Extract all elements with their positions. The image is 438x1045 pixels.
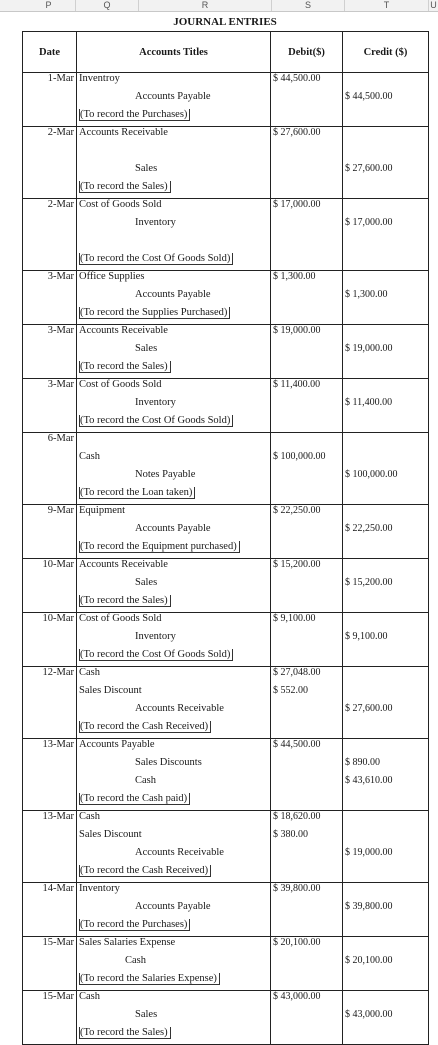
credit-cell[interactable]: $ 20,100.00 <box>343 955 429 973</box>
journal-line <box>23 271 429 289</box>
entry-date-cell[interactable]: 2-Mar <box>23 199 77 217</box>
journal-line <box>23 775 429 793</box>
entry-date-cell[interactable]: 15-Mar <box>23 937 77 955</box>
credit-cell[interactable] <box>343 883 429 901</box>
entry-date-cell[interactable]: 2-Mar <box>23 127 77 145</box>
entry-memo-text: (To record the Supplies Purchased) <box>79 307 230 319</box>
entry-memo-text: (To record the Equipment purchased) <box>79 541 240 553</box>
journal-line <box>23 127 429 145</box>
credit-cell[interactable] <box>343 973 429 991</box>
debit-cell[interactable]: $ 18,620.00 <box>271 811 343 829</box>
credit-cell[interactable]: $ 15,200.00 <box>343 577 429 595</box>
credit-cell[interactable] <box>343 721 429 739</box>
journal-title[interactable]: JOURNAL ENTRIES <box>173 16 277 28</box>
entry-date-cell[interactable] <box>23 1027 77 1045</box>
credit-cell[interactable] <box>343 649 429 667</box>
debit-cell[interactable] <box>271 973 343 991</box>
entry-date-cell[interactable]: 14-Mar <box>23 883 77 901</box>
account-title-cell[interactable]: Cost of Goods Sold <box>77 379 271 397</box>
credit-cell[interactable]: $ 1,300.00 <box>343 289 429 307</box>
journal-line <box>23 973 429 991</box>
entry-date-cell[interactable]: 12-Mar <box>23 667 77 685</box>
entry-date-cell[interactable] <box>23 703 77 721</box>
journal-line <box>23 415 429 433</box>
account-title-cell[interactable]: Accounts Receivable <box>77 847 271 865</box>
debit-cell[interactable] <box>271 361 343 379</box>
debit-cell[interactable] <box>271 415 343 433</box>
debit-cell[interactable]: $ 100,000.00 <box>271 451 343 469</box>
entry-memo-cell[interactable] <box>77 595 271 613</box>
credit-cell[interactable] <box>343 415 429 433</box>
debit-cell[interactable] <box>271 109 343 127</box>
entry-date-cell[interactable]: 15-Mar <box>23 991 77 1009</box>
account-title-cell[interactable]: Cash <box>77 667 271 685</box>
journal-line <box>23 955 429 973</box>
entry-date-cell[interactable] <box>23 109 77 127</box>
account-title-cell[interactable]: Sales <box>77 163 271 181</box>
journal-line <box>23 343 429 361</box>
journal-line <box>23 721 429 739</box>
journal-line <box>23 199 429 217</box>
account-title-cell[interactable]: Inventory <box>77 883 271 901</box>
entry-memo-cell[interactable] <box>77 1027 271 1045</box>
debit-cell[interactable]: $ 27,048.00 <box>271 667 343 685</box>
entry-date-cell[interactable] <box>23 721 77 739</box>
credit-cell[interactable] <box>343 487 429 505</box>
account-title-cell[interactable]: Inventory <box>77 397 271 415</box>
entry-memo-cell[interactable] <box>77 919 271 937</box>
credit-cell[interactable] <box>343 685 429 703</box>
debit-cell[interactable] <box>271 181 343 199</box>
journal-line <box>23 919 429 937</box>
journal-line <box>23 883 429 901</box>
account-title-cell[interactable]: Accounts Payable <box>77 91 271 109</box>
credit-cell[interactable] <box>343 127 429 145</box>
entry-date-cell[interactable] <box>23 901 77 919</box>
entry-date-cell[interactable]: 13-Mar <box>23 811 77 829</box>
entry-memo-cell[interactable] <box>77 109 271 127</box>
journal-line <box>23 361 429 379</box>
entry-date-cell[interactable] <box>23 631 77 649</box>
account-title-cell[interactable]: Sales <box>77 343 271 361</box>
journal-line <box>23 613 429 631</box>
entry-date-cell[interactable] <box>23 829 77 847</box>
debit-cell[interactable]: $ 1,300.00 <box>271 271 343 289</box>
journal-line <box>23 379 429 397</box>
entry-date-cell[interactable] <box>23 955 77 973</box>
entry-memo-cell[interactable] <box>77 721 271 739</box>
debit-cell[interactable] <box>271 307 343 325</box>
credit-cell[interactable] <box>343 325 429 343</box>
entry-date-cell[interactable] <box>23 289 77 307</box>
credit-cell[interactable] <box>343 73 429 91</box>
debit-cell[interactable] <box>271 145 343 163</box>
account-title-cell[interactable]: Accounts Payable <box>77 289 271 307</box>
entry-date-cell[interactable]: 6-Mar <box>23 433 77 451</box>
debit-cell[interactable] <box>271 649 343 667</box>
entry-date-cell[interactable] <box>23 919 77 937</box>
journal-line <box>23 577 429 595</box>
journal-line <box>23 235 429 253</box>
entry-memo-cell[interactable] <box>77 973 271 991</box>
credit-cell[interactable] <box>343 667 429 685</box>
entry-date-cell[interactable] <box>23 253 77 271</box>
entry-memo-text: (To record the Cash paid) <box>79 793 190 805</box>
account-title-cell[interactable]: Cash <box>77 991 271 1009</box>
debit-cell[interactable] <box>271 955 343 973</box>
debit-cell[interactable]: $ 20,100.00 <box>271 937 343 955</box>
debit-cell[interactable] <box>271 847 343 865</box>
credit-cell[interactable] <box>343 937 429 955</box>
account-title-cell[interactable]: Inventroy <box>77 73 271 91</box>
credit-cell[interactable]: $ 100,000.00 <box>343 469 429 487</box>
debit-cell[interactable] <box>271 541 343 559</box>
debit-cell[interactable]: $ 19,000.00 <box>271 325 343 343</box>
credit-cell[interactable] <box>343 559 429 577</box>
debit-cell[interactable]: $ 44,500.00 <box>271 739 343 757</box>
debit-cell[interactable]: $ 552.00 <box>271 685 343 703</box>
journal-line <box>23 307 429 325</box>
entry-memo-text: (To record the Purchases) <box>79 919 190 931</box>
credit-cell[interactable]: $ 44,500.00 <box>343 91 429 109</box>
account-title-cell[interactable]: Accounts Receivable <box>77 703 271 721</box>
entry-date-cell[interactable]: 10-Mar <box>23 559 77 577</box>
entry-date-cell[interactable] <box>23 91 77 109</box>
credit-cell[interactable] <box>343 595 429 613</box>
debit-cell[interactable]: $ 43,000.00 <box>271 991 343 1009</box>
entry-date-cell[interactable] <box>23 523 77 541</box>
entry-memo-cell[interactable] <box>77 361 271 379</box>
account-title-cell[interactable]: Sales <box>77 577 271 595</box>
account-title-cell[interactable]: Sales Discounts <box>77 757 271 775</box>
debit-cell[interactable] <box>271 163 343 181</box>
entry-date-cell[interactable] <box>23 451 77 469</box>
entry-date-cell[interactable] <box>23 343 77 361</box>
entry-date-cell[interactable] <box>23 685 77 703</box>
journal-line <box>23 325 429 343</box>
entry-memo-text: (To record the Sales) <box>79 361 171 373</box>
credit-cell[interactable] <box>343 433 429 451</box>
debit-cell[interactable] <box>271 469 343 487</box>
account-title-cell[interactable]: Cash <box>77 775 271 793</box>
journal-line <box>23 469 429 487</box>
debit-cell[interactable] <box>271 523 343 541</box>
debit-cell[interactable] <box>271 343 343 361</box>
journal-line <box>23 739 429 757</box>
entry-date-cell[interactable] <box>23 415 77 433</box>
debit-cell[interactable] <box>271 631 343 649</box>
journal-line <box>23 559 429 577</box>
credit-cell[interactable]: $ 22,250.00 <box>343 523 429 541</box>
debit-cell[interactable] <box>271 901 343 919</box>
account-title-cell[interactable]: Cash <box>77 451 271 469</box>
credit-cell[interactable] <box>343 361 429 379</box>
credit-cell[interactable] <box>343 811 429 829</box>
debit-cell[interactable] <box>271 775 343 793</box>
header-row <box>23 32 429 73</box>
account-title-cell[interactable]: Accounts Payable <box>77 739 271 757</box>
account-title-cell[interactable]: Inventory <box>77 631 271 649</box>
column-letter-t[interactable]: T <box>345 0 429 11</box>
credit-cell[interactable] <box>343 451 429 469</box>
entry-date-cell[interactable] <box>23 469 77 487</box>
journal-table <box>22 31 429 1045</box>
debit-cell[interactable]: $ 11,400.00 <box>271 379 343 397</box>
entry-date-cell[interactable] <box>23 217 77 235</box>
credit-cell[interactable] <box>343 379 429 397</box>
journal-line <box>23 829 429 847</box>
credit-cell[interactable]: $ 27,600.00 <box>343 163 429 181</box>
entry-memo-cell[interactable] <box>77 307 271 325</box>
debit-cell[interactable] <box>271 919 343 937</box>
entry-memo-text: (To record the Cost Of Goods Sold) <box>79 415 233 427</box>
account-title-cell[interactable]: Notes Payable <box>77 469 271 487</box>
credit-cell[interactable]: $ 39,800.00 <box>343 901 429 919</box>
credit-cell[interactable] <box>343 991 429 1009</box>
credit-cell[interactable]: $ 890.00 <box>343 757 429 775</box>
journal-line <box>23 163 429 181</box>
entry-memo-text: (To record the Purchases) <box>79 109 190 121</box>
entry-memo-text: (To record the Cash Received) <box>79 865 211 877</box>
debit-cell[interactable] <box>271 595 343 613</box>
account-title-cell[interactable]: Office Supplies <box>77 271 271 289</box>
journal-line <box>23 865 429 883</box>
debit-cell[interactable] <box>271 487 343 505</box>
credit-cell[interactable] <box>343 145 429 163</box>
entry-date-cell[interactable] <box>23 181 77 199</box>
entry-memo-cell[interactable] <box>77 181 271 199</box>
journal-line <box>23 757 429 775</box>
journal-line <box>23 1027 429 1045</box>
column-letter-p[interactable]: P <box>22 0 76 11</box>
account-title-cell[interactable]: Accounts Receivable <box>77 559 271 577</box>
entry-memo-cell[interactable] <box>77 865 271 883</box>
entry-memo-cell[interactable] <box>77 793 271 811</box>
debit-cell[interactable] <box>271 577 343 595</box>
journal-line <box>23 703 429 721</box>
header-date[interactable]: Date <box>23 32 77 73</box>
entry-memo-text: (To record the Cost Of Goods Sold) <box>79 649 233 661</box>
credit-cell[interactable] <box>343 613 429 631</box>
entry-memo-cell[interactable] <box>77 541 271 559</box>
entry-memo-text: (To record the Salaries Expense) <box>79 973 220 985</box>
account-title-cell[interactable]: Cost of Goods Sold <box>77 199 271 217</box>
debit-cell[interactable] <box>271 721 343 739</box>
debit-cell[interactable]: $ 17,000.00 <box>271 199 343 217</box>
entry-memo-text: (To record the Cost Of Goods Sold) <box>79 253 233 265</box>
header-accounts[interactable]: Accounts Titles <box>77 32 271 73</box>
journal-line <box>23 793 429 811</box>
journal-line <box>23 181 429 199</box>
account-title-cell[interactable] <box>77 145 271 163</box>
account-title-cell[interactable]: Equipment <box>77 505 271 523</box>
entry-date-cell[interactable] <box>23 307 77 325</box>
credit-cell[interactable]: $ 43,000.00 <box>343 1009 429 1027</box>
journal-line <box>23 397 429 415</box>
credit-cell[interactable] <box>343 181 429 199</box>
entry-memo-cell[interactable] <box>77 253 271 271</box>
debit-cell[interactable] <box>271 793 343 811</box>
debit-cell[interactable] <box>271 865 343 883</box>
debit-cell[interactable] <box>271 433 343 451</box>
entry-date-cell[interactable] <box>23 235 77 253</box>
account-title-cell[interactable]: Sales Discount <box>77 685 271 703</box>
journal-line <box>23 541 429 559</box>
credit-cell[interactable] <box>343 829 429 847</box>
debit-cell[interactable]: $ 15,200.00 <box>271 559 343 577</box>
credit-cell[interactable]: $ 17,000.00 <box>343 217 429 235</box>
journal-line <box>23 811 429 829</box>
account-title-cell[interactable]: Accounts Receivable <box>77 127 271 145</box>
entry-memo-text: (To record the Loan taken) <box>79 487 195 499</box>
journal-line <box>23 433 429 451</box>
entry-date-cell[interactable] <box>23 361 77 379</box>
credit-cell[interactable] <box>343 199 429 217</box>
entry-memo-text: (To record the Cash Received) <box>79 721 211 733</box>
credit-cell[interactable] <box>343 793 429 811</box>
entry-date-cell[interactable] <box>23 145 77 163</box>
credit-cell[interactable] <box>343 865 429 883</box>
account-title-cell[interactable]: Sales Salaries Expense <box>77 937 271 955</box>
journal-line <box>23 73 429 91</box>
debit-cell[interactable] <box>271 217 343 235</box>
entry-memo-text: (To record the Sales) <box>79 595 171 607</box>
journal-line <box>23 289 429 307</box>
entry-date-cell[interactable] <box>23 487 77 505</box>
credit-cell[interactable] <box>343 109 429 127</box>
journal-line <box>23 505 429 523</box>
account-title-cell[interactable] <box>77 235 271 253</box>
debit-cell[interactable] <box>271 91 343 109</box>
account-title-cell[interactable]: Inventory <box>77 217 271 235</box>
entry-date-cell[interactable] <box>23 793 77 811</box>
journal-line <box>23 109 429 127</box>
debit-cell[interactable] <box>271 757 343 775</box>
journal-line <box>23 649 429 667</box>
credit-cell[interactable] <box>343 505 429 523</box>
column-letter-r[interactable]: R <box>139 0 272 11</box>
account-title-cell[interactable]: Cash <box>77 955 271 973</box>
entry-memo-cell[interactable] <box>77 649 271 667</box>
journal-line <box>23 991 429 1009</box>
journal-line <box>23 91 429 109</box>
entry-date-cell[interactable]: 3-Mar <box>23 325 77 343</box>
credit-cell[interactable]: $ 27,600.00 <box>343 703 429 721</box>
entry-date-cell[interactable] <box>23 775 77 793</box>
credit-cell[interactable]: $ 9,100.00 <box>343 631 429 649</box>
credit-cell[interactable] <box>343 1027 429 1045</box>
debit-cell[interactable] <box>271 235 343 253</box>
journal-line <box>23 253 429 271</box>
entry-date-cell[interactable]: 1-Mar <box>23 73 77 91</box>
entry-date-cell[interactable] <box>23 577 77 595</box>
credit-cell[interactable] <box>343 271 429 289</box>
entry-date-cell[interactable]: 3-Mar <box>23 271 77 289</box>
journal-line <box>23 595 429 613</box>
credit-cell[interactable] <box>343 235 429 253</box>
column-letter-u[interactable]: U <box>430 0 437 10</box>
journal-line <box>23 217 429 235</box>
entry-date-cell[interactable] <box>23 973 77 991</box>
debit-cell[interactable] <box>271 1027 343 1045</box>
account-title-cell[interactable] <box>77 433 271 451</box>
journal-line <box>23 937 429 955</box>
entry-memo-text: (To record the Sales) <box>79 181 171 193</box>
debit-cell[interactable] <box>271 253 343 271</box>
header-debit[interactable]: Debit($) <box>271 32 343 73</box>
credit-cell[interactable]: $ 43,610.00 <box>343 775 429 793</box>
debit-cell[interactable]: $ 27,600.00 <box>271 127 343 145</box>
entry-date-cell[interactable] <box>23 649 77 667</box>
entry-date-cell[interactable]: 10-Mar <box>23 613 77 631</box>
debit-cell[interactable]: $ 22,250.00 <box>271 505 343 523</box>
account-title-cell[interactable]: Cash <box>77 811 271 829</box>
credit-cell[interactable] <box>343 541 429 559</box>
entry-date-cell[interactable] <box>23 595 77 613</box>
entry-date-cell[interactable] <box>23 163 77 181</box>
credit-cell[interactable] <box>343 739 429 757</box>
journal-line <box>23 145 429 163</box>
credit-cell[interactable]: $ 11,400.00 <box>343 397 429 415</box>
journal-line <box>23 451 429 469</box>
journal-line <box>23 631 429 649</box>
credit-cell[interactable]: $ 19,000.00 <box>343 343 429 361</box>
header-credit[interactable]: Credit ($) <box>343 32 429 73</box>
debit-cell[interactable] <box>271 289 343 307</box>
journal-line <box>23 487 429 505</box>
credit-cell[interactable] <box>343 307 429 325</box>
debit-cell[interactable] <box>271 397 343 415</box>
account-title-cell[interactable]: Accounts Payable <box>77 901 271 919</box>
account-title-cell[interactable]: Accounts Receivable <box>77 325 271 343</box>
journal-line <box>23 901 429 919</box>
entry-date-cell[interactable] <box>23 757 77 775</box>
account-title-cell[interactable]: Accounts Payable <box>77 523 271 541</box>
account-title-cell[interactable]: Sales <box>77 1009 271 1027</box>
entry-memo-cell[interactable] <box>77 487 271 505</box>
account-title-cell[interactable]: Cost of Goods Sold <box>77 613 271 631</box>
debit-cell[interactable]: $ 39,800.00 <box>271 883 343 901</box>
account-title-cell[interactable]: Sales Discount <box>77 829 271 847</box>
entry-memo-text: (To record the Sales) <box>79 1027 171 1039</box>
debit-cell[interactable]: $ 44,500.00 <box>271 73 343 91</box>
column-letter-s[interactable]: S <box>272 0 345 11</box>
journal-line <box>23 523 429 541</box>
credit-cell[interactable] <box>343 253 429 271</box>
debit-cell[interactable]: $ 9,100.00 <box>271 613 343 631</box>
entry-date-cell[interactable] <box>23 397 77 415</box>
entry-date-cell[interactable] <box>23 865 77 883</box>
entry-date-cell[interactable] <box>23 541 77 559</box>
entry-date-cell[interactable]: 13-Mar <box>23 739 77 757</box>
journal-body <box>23 73 429 1045</box>
debit-cell[interactable]: $ 380.00 <box>271 829 343 847</box>
debit-cell[interactable] <box>271 703 343 721</box>
entry-date-cell[interactable] <box>23 847 77 865</box>
credit-cell[interactable] <box>343 919 429 937</box>
entry-date-cell[interactable]: 9-Mar <box>23 505 77 523</box>
column-letter-q[interactable]: Q <box>76 0 139 11</box>
journal-line <box>23 667 429 685</box>
entry-memo-cell[interactable] <box>77 415 271 433</box>
journal-line <box>23 847 429 865</box>
credit-cell[interactable]: $ 19,000.00 <box>343 847 429 865</box>
entry-date-cell[interactable]: 3-Mar <box>23 379 77 397</box>
journal-line <box>23 685 429 703</box>
